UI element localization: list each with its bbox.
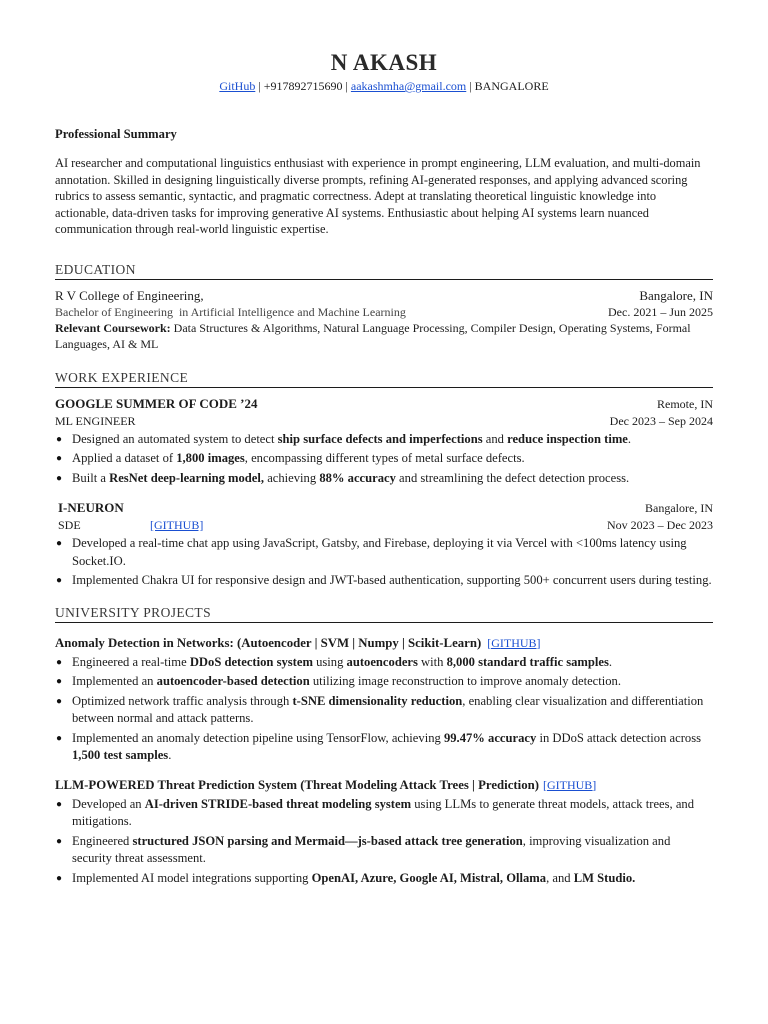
project-github-link[interactable]: [GITHUB] (542, 777, 597, 792)
contact-line: GitHub | +917892715690 | aakashmha@gmail.com | BANGALORE (219, 79, 549, 93)
projects-heading: UNIVERSITY PROJECTS (55, 604, 713, 623)
bullet-text: Implemented Chakra UI for responsive design and JWT-based authentication, supporting 500+ concurrent users during testing. (72, 573, 712, 587)
project-anomaly (55, 635, 713, 765)
bullet-text: with (417, 654, 447, 669)
bullet-emphasis: t-SNE dimensionality reduction (292, 693, 463, 708)
job-github-link[interactable]: [GITHUB] (150, 518, 204, 532)
bullet-emphasis: 88% accuracy (319, 470, 396, 485)
job-bullets (55, 535, 713, 590)
education-school-row (55, 287, 713, 304)
bullet-emphasis: OpenAI, Azure, Google AI, Mistral, Ollama (311, 870, 547, 885)
bullet-emphasis: 1,800 images (176, 451, 245, 465)
bullet-emphasis: autoencoders (346, 654, 418, 669)
project-bullets (55, 796, 713, 888)
bullet-text: and streamlining the defect detection process. (395, 470, 630, 485)
bullet (55, 833, 713, 868)
job-gsoc (55, 395, 713, 488)
bullet-text: Engineered a real-time (72, 654, 190, 669)
bullet (55, 673, 713, 691)
bullet (55, 693, 713, 728)
school-name: R V College of Engineering, (55, 287, 204, 303)
bullet-text: using (312, 654, 347, 669)
bullet-text: in DDoS attack detection across (536, 730, 702, 745)
bullet-text: Optimized network traffic analysis through (72, 693, 293, 708)
bullet-text: . (627, 431, 632, 446)
coursework (55, 320, 713, 352)
bullet-text: Implemented an (72, 674, 157, 688)
job-org: I-NEURON (58, 500, 124, 515)
bullet (55, 431, 713, 449)
job-location: Remote, IN (657, 396, 713, 411)
coursework-label: Relevant Coursework: (55, 320, 171, 335)
job-dates: Nov 2023 – Dec 2023 (607, 518, 713, 532)
bullet-text: achieving (264, 470, 320, 485)
bullet (55, 796, 713, 831)
bullet-text: and (482, 431, 508, 446)
bullet-emphasis: AI-driven STRIDE-based threat modeling system (144, 796, 412, 811)
bullet-emphasis: DDoS detection system (189, 654, 313, 669)
bullet-text: Developed a real-time chat app using JavaScript, Gatsby, and Firebase, deploying it via Vercel with <100ms latency using Socket.IO. (72, 536, 687, 568)
school-location: Bangalore, IN (639, 287, 713, 303)
bullet-emphasis: 99.47% accuracy (443, 730, 537, 745)
resume-page (55, 48, 713, 889)
bullet-text: . (168, 748, 172, 762)
bullet-text: , enabling clear visualization and differentiation between normal and attack patterns. (72, 693, 704, 725)
education-degree-row (55, 304, 713, 320)
bullet-text: , encompassing different types of metal surface defects. (244, 451, 525, 465)
job-role: ML ENGINEER (55, 413, 136, 428)
bullet (55, 870, 713, 888)
project-bullets (55, 654, 713, 765)
bullet-text: , improving visualization and security threat assessment. (72, 833, 671, 865)
bullet-text: using LLMs to generate threat models, attack trees, and mitigations. (72, 796, 695, 828)
bullet-text: Built a (72, 470, 110, 485)
bullet-text: Implemented an anomaly detection pipeline using TensorFlow, achieving (72, 730, 444, 745)
bullet (55, 654, 713, 672)
bullet-text: , and (546, 870, 574, 885)
location: BANGALORE (474, 79, 549, 93)
work-heading: WORK EXPERIENCE (55, 369, 713, 388)
bullet-emphasis: ship surface defects and imperfections (277, 431, 483, 446)
bullet (55, 470, 713, 488)
job-role: SDE (58, 518, 81, 532)
github-link[interactable]: GitHub (219, 79, 256, 93)
degree: Bachelor of Engineering in Artificial Intelligence and Machine Learning (55, 304, 406, 319)
email-link[interactable]: aakashmha@gmail.com (350, 79, 467, 93)
phone-number: +917892715690 (263, 79, 343, 93)
bullet-emphasis: autoencoder-based detection (156, 674, 310, 688)
bullet-text: Applied a dataset of (72, 451, 177, 465)
bullet-text: Implemented AI model integrations supporting (72, 870, 312, 885)
bullet-emphasis: ResNet deep-learning model, (109, 470, 265, 485)
project-title: Anomaly Detection in Networks: (Autoencoder | SVM | Numpy | Scikit-Learn) (55, 635, 482, 650)
summary-heading: Professional Summary (55, 127, 177, 141)
bullet-emphasis: structured JSON parsing and Mermaid—js-based attack tree generation (132, 833, 523, 848)
project-llm (55, 777, 713, 888)
bullet (55, 450, 713, 468)
job-bullets (55, 431, 713, 488)
project-title: LLM-POWERED Threat Prediction System (Threat Modeling Attack Trees | Prediction) (55, 777, 539, 792)
bullet (55, 572, 713, 590)
bullet-emphasis: 1,500 test samples (72, 748, 169, 762)
bullet-text: utilizing image reconstruction to improve anomaly detection. (309, 674, 621, 688)
bullet-text: Engineered (72, 833, 133, 848)
summary-text: AI researcher and computational linguistics enthusiast with experience in prompt engineering, LLM evaluation, and multi-domain annotation. Skilled in designing linguistically diverse prompts, refining AI-generated responses, and applying advanced scoring rubrics to assess semantic, syntactic, and pragmatic correctness. Adept at translating theoretical linguistic knowledge into actionable, data-driven tasks for improving generative AI systems. Enthusiastic about helping AI systems learn nuanced communication through real-world linguistic expertise. (55, 156, 701, 236)
bullet (55, 730, 713, 765)
candidate-name: N AKASH (330, 50, 438, 75)
job-org: GOOGLE SUMMER OF CODE ’24 (55, 395, 258, 411)
job-location: Bangalore, IN (645, 501, 713, 515)
education-heading: EDUCATION (55, 261, 713, 280)
bullet-text: Developed an (72, 796, 145, 811)
bullet-emphasis: reduce inspection time (507, 431, 628, 446)
bullet-emphasis: LM Studio. (573, 870, 636, 885)
bullet-emphasis: 8,000 standard traffic samples (446, 654, 609, 669)
bullet (55, 535, 713, 570)
bullet-text: Designed an automated system to detect (72, 431, 278, 446)
coursework-list: Data Structures & Algorithms, Natural Language Processing, Compiler Design, Operating Systems, Formal Languages, AI & ML (55, 320, 691, 351)
bullet-text: . (608, 654, 613, 669)
job-dates: Dec 2023 – Sep 2024 (609, 413, 713, 428)
project-github-link[interactable]: [GITHUB] (487, 635, 541, 650)
education-dates: Dec. 2021 – Jun 2025 (608, 304, 713, 319)
job-ineuron (55, 499, 713, 590)
